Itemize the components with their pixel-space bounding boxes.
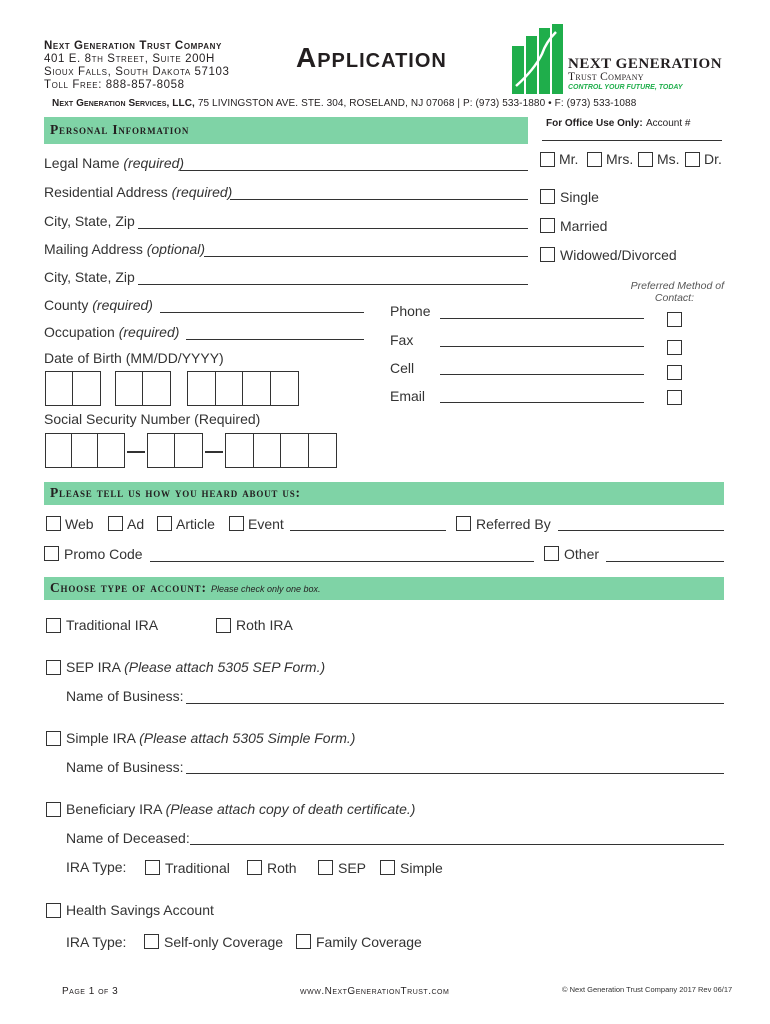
beneficiary-ira-label: Beneficiary IRA (Please attach copy of death certificate.) — [66, 801, 416, 817]
cell-field[interactable] — [440, 374, 644, 375]
sep-ira-label: SEP IRA (Please attach 5305 SEP Form.) — [66, 659, 326, 675]
logo-line-2: Trust Company — [568, 71, 644, 83]
fax-field[interactable] — [440, 346, 644, 347]
heard-web-label: Web — [65, 516, 94, 532]
dob-year-boxes[interactable] — [187, 371, 299, 406]
simple-ira-checkbox[interactable] — [46, 731, 61, 746]
phone-field[interactable] — [440, 318, 644, 319]
title-mrs-checkbox[interactable] — [587, 152, 602, 167]
page-title: Application — [296, 42, 447, 73]
services-address: 75 LIVINGSTON AVE. STE. 304, ROSELAND, NJ 07068 | P: (973) 533-1880 • F: (973) 533-1088 — [197, 98, 637, 109]
title-mrs-label: Mrs. — [606, 151, 634, 167]
office-use-box — [540, 116, 724, 146]
city-state-zip-field-1[interactable] — [138, 228, 528, 229]
occupation-label: Occupation (required) — [44, 324, 180, 340]
personal-info-heading: Personal Information — [50, 122, 190, 137]
ssn-group-boxes[interactable] — [147, 433, 203, 468]
heard-ad-checkbox[interactable] — [108, 516, 123, 531]
heard-event-label: Event — [248, 516, 284, 532]
sep-business-field[interactable] — [186, 703, 724, 704]
traditional-ira-label: Traditional IRA — [66, 617, 159, 633]
legal-name-label: Legal Name (required) — [44, 155, 185, 171]
office-use-account-line[interactable] — [542, 140, 722, 141]
mailing-address-label: Mailing Address (optional) — [44, 241, 206, 257]
fax-label: Fax — [390, 332, 414, 348]
personal-info-banner — [44, 117, 528, 144]
contact-email-checkbox[interactable] — [667, 390, 682, 405]
family-coverage-checkbox[interactable] — [296, 934, 311, 949]
page-number: Page 1 of 3 — [62, 986, 119, 997]
county-label: County (required) — [44, 297, 153, 313]
heard-other-label: Other — [564, 546, 600, 562]
residential-address-field[interactable] — [230, 199, 528, 200]
self-only-coverage-checkbox[interactable] — [144, 934, 159, 949]
marital-widowed-label: Widowed/Divorced — [560, 247, 677, 263]
dob-day-boxes[interactable] — [115, 371, 171, 406]
company-address-line-2: Sioux Falls, South Dakota 57103 — [44, 66, 230, 78]
marital-single-label: Single — [560, 189, 599, 205]
traditional-ira-checkbox[interactable] — [46, 618, 61, 633]
ssn-dash-2 — [205, 451, 223, 453]
city-state-zip-field-2[interactable] — [138, 284, 528, 285]
title-ms-label: Ms. — [657, 151, 680, 167]
beneficiary-roth-checkbox[interactable] — [247, 860, 262, 875]
ssn-dash-1 — [127, 451, 145, 453]
roth-ira-label: Roth IRA — [236, 617, 293, 633]
heard-other-checkbox[interactable] — [544, 546, 559, 561]
heard-event-field[interactable] — [290, 530, 446, 531]
hsa-checkbox[interactable] — [46, 903, 61, 918]
account-type-banner — [44, 577, 724, 600]
account-type-heading: Choose type of account: Please check only one box. — [50, 580, 321, 595]
beneficiary-traditional-checkbox[interactable] — [145, 860, 160, 875]
heard-promo-field[interactable] — [150, 561, 534, 562]
title-ms-checkbox[interactable] — [638, 152, 653, 167]
ssn-area-boxes[interactable] — [45, 433, 125, 468]
occupation-field[interactable] — [186, 339, 364, 340]
beneficiary-simple-label: Simple — [400, 860, 443, 876]
heard-referred-checkbox[interactable] — [456, 516, 471, 531]
ira-type-label-1: IRA Type: — [66, 859, 127, 875]
heard-heading: Please tell us how you heard about us: — [50, 485, 301, 500]
deceased-field[interactable] — [190, 844, 724, 845]
copyright: © Next Generation Trust Company 2017 Rev 06/17 — [562, 985, 733, 994]
heard-article-checkbox[interactable] — [157, 516, 172, 531]
email-field[interactable] — [440, 402, 644, 403]
heard-banner — [44, 482, 724, 505]
heard-article-label: Article — [176, 516, 215, 532]
deceased-label: Name of Deceased: — [66, 830, 190, 846]
heard-promo-checkbox[interactable] — [44, 546, 59, 561]
company-name: Next Generation Trust Company — [44, 40, 222, 52]
logo-tagline: CONTROL YOUR FUTURE, TODAY — [568, 84, 683, 91]
services-name: Next Generation Services, LLC, — [52, 98, 195, 109]
website-link[interactable]: www.NextGenerationTrust.com — [300, 986, 450, 997]
dob-boxes — [45, 371, 301, 406]
simple-ira-label: Simple IRA (Please attach 5305 Simple Form.) — [66, 730, 356, 746]
ssn-serial-boxes[interactable] — [225, 433, 337, 468]
hsa-label: Health Savings Account — [66, 902, 214, 918]
cell-label: Cell — [390, 360, 415, 376]
contact-phone-checkbox[interactable] — [667, 312, 682, 327]
office-use-account-label: Account # — [646, 118, 691, 129]
marital-married-label: Married — [560, 218, 608, 234]
contact-fax-checkbox[interactable] — [667, 340, 682, 355]
heard-web-checkbox[interactable] — [46, 516, 61, 531]
family-coverage-label: Family Coverage — [316, 934, 422, 950]
marital-married-checkbox[interactable] — [540, 218, 555, 233]
heard-event-checkbox[interactable] — [229, 516, 244, 531]
simple-business-label: Name of Business: — [66, 759, 184, 775]
ssn-boxes — [45, 433, 337, 468]
sep-ira-checkbox[interactable] — [46, 660, 61, 675]
city-state-zip-label-2: City, State, Zip — [44, 269, 135, 285]
title-mr-label: Mr. — [559, 151, 579, 167]
mailing-address-field[interactable] — [204, 256, 528, 257]
ssn-label: Social Security Number (Required) — [44, 411, 261, 427]
heard-referred-label: Referred By — [476, 516, 551, 532]
company-logo-icon — [512, 24, 564, 94]
city-state-zip-label-1: City, State, Zip — [44, 213, 135, 229]
roth-ira-checkbox[interactable] — [216, 618, 231, 633]
heard-promo-label: Promo Code — [64, 546, 143, 562]
toll-free-number: Toll Free: 888-857-8058 — [44, 79, 185, 91]
beneficiary-roth-label: Roth — [267, 860, 297, 876]
simple-business-field[interactable] — [186, 773, 724, 774]
beneficiary-ira-checkbox[interactable] — [46, 802, 61, 817]
heard-referred-field[interactable] — [558, 530, 724, 531]
office-use-label: For Office Use Only: — [546, 118, 643, 129]
sep-business-label: Name of Business: — [66, 688, 184, 704]
contact-cell-checkbox[interactable] — [667, 365, 682, 380]
heard-other-field[interactable] — [606, 561, 724, 562]
title-mr-checkbox[interactable] — [540, 152, 555, 167]
self-only-coverage-label: Self-only Coverage — [164, 934, 284, 950]
preferred-contact-label: Preferred Method of Contact: — [630, 280, 724, 304]
dob-month-boxes[interactable] — [45, 371, 101, 406]
beneficiary-sep-label: SEP — [338, 860, 367, 876]
marital-single-checkbox[interactable] — [540, 189, 555, 204]
legal-name-field[interactable] — [180, 170, 528, 171]
phone-label: Phone — [390, 303, 431, 319]
title-dr-label: Dr. — [704, 151, 722, 167]
beneficiary-traditional-label: Traditional — [165, 860, 230, 876]
title-dr-checkbox[interactable] — [685, 152, 700, 167]
marital-widowed-checkbox[interactable] — [540, 247, 555, 262]
ira-type-label-2: IRA Type: — [66, 934, 127, 950]
logo-line-1: NEXT GENERATION — [568, 56, 723, 72]
email-label: Email — [390, 388, 426, 404]
residential-address-label: Residential Address (required) — [44, 184, 233, 200]
beneficiary-sep-checkbox[interactable] — [318, 860, 333, 875]
dob-label: Date of Birth (MM/DD/YYYY) — [44, 350, 224, 366]
heard-ad-label: Ad — [127, 516, 145, 532]
beneficiary-simple-checkbox[interactable] — [380, 860, 395, 875]
county-field[interactable] — [160, 312, 364, 313]
company-address-line-1: 401 E. 8th Street, Suite 200H — [44, 53, 215, 65]
